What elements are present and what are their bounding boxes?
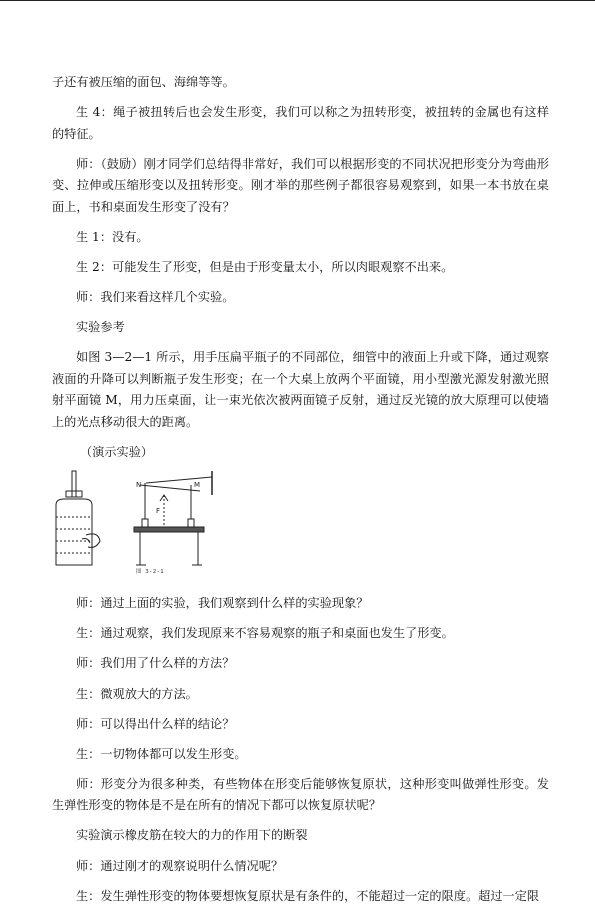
label-m: M (194, 481, 201, 490)
paragraph: 生：通过观察，我们发现原来不容易观察的瓶子和桌面也发生了形变。 (76, 626, 454, 641)
paragraph: 师：可以得出什么样的结论？ (76, 716, 235, 731)
experiment-illustration (52, 465, 352, 575)
table-top (134, 527, 204, 532)
paragraph: 子还有被压缩的面包、海绵等等。 (52, 75, 235, 89)
paragraph: 实验演示橡皮筋在较大的力的作用下的断裂 (76, 828, 308, 843)
figure-caption: 图 3-2-1 (136, 569, 165, 576)
bottle-body (56, 499, 92, 565)
demo-label: （演示实验） (80, 444, 154, 459)
paragraph: 生 2：可能发生了形变，但是由于形变量太小，所以肉眼观察不出来。 (76, 259, 454, 274)
document-page (52, 72, 549, 916)
paragraph: 师：通过刚才的观察说明什么情况呢？ (76, 858, 284, 873)
paragraph: 如图 3—2—1 所示，用手压扁平瓶子的不同部位，细管中的液面上升或下降，通过观察液面的升降可以判断瓶子发生形变；在一个大桌上放两个平面镜，用小型激光源发射激光照射平面镜 M，用力压桌面，让一束光依次被两面镜子反射，通过反光镜的放大原理可以使墙上的光点移动很大的距离。 (52, 350, 549, 429)
mirror-stand-n (142, 519, 148, 527)
mirror-stand-m (188, 519, 194, 527)
paragraph: 生：一切物体都可以发生形变。 (76, 746, 247, 761)
bottle-tube (72, 471, 76, 497)
text-block-top (52, 72, 549, 433)
page-top-rule (0, 0, 595, 1)
paragraph: 生 1：没有。 (76, 229, 149, 244)
paragraph: 师：我们来看这样几个实验。 (76, 289, 235, 304)
paragraph: 师：通过上面的实验，我们观察到什么样的实验现象？ (76, 596, 369, 611)
text-block-bottom (52, 593, 549, 907)
paragraph: 实验参考 (76, 320, 125, 335)
paragraph: 生 4：绳子被扭转后也会发生形变，我们可以称之为扭转形变，被扭转的金属也有这样的特征。 (52, 105, 549, 141)
experiment-figure (52, 465, 549, 585)
label-n: N (136, 481, 142, 490)
paragraph: 师：形变分为很多种类，有些物体在形变后能够恢复原状，这种形变叫做弹性形变。发生弹性形变的物体是不是在所有的情况下都可以恢复原状呢？ (52, 776, 549, 813)
paragraph: 师：我们用了什么样的方法？ (76, 656, 235, 671)
paragraph: 师：（鼓励）刚才同学们总结得非常好，我们可以根据形变的不同状况把形变分为弯曲形变、拉伸或压缩形变以及扭转形变。刚才举的那些例子都很容易观察到，如果一本书放在桌面上，书和桌面发生形变了没有？ (52, 156, 549, 214)
paragraph: 生：发生弹性形变的物体要想恢复原状是有条件的，不能超过一定的限度。超过一定限 (76, 888, 540, 903)
paragraph: 生：微观放大的方法。 (76, 686, 198, 701)
label-f: F (156, 507, 161, 516)
